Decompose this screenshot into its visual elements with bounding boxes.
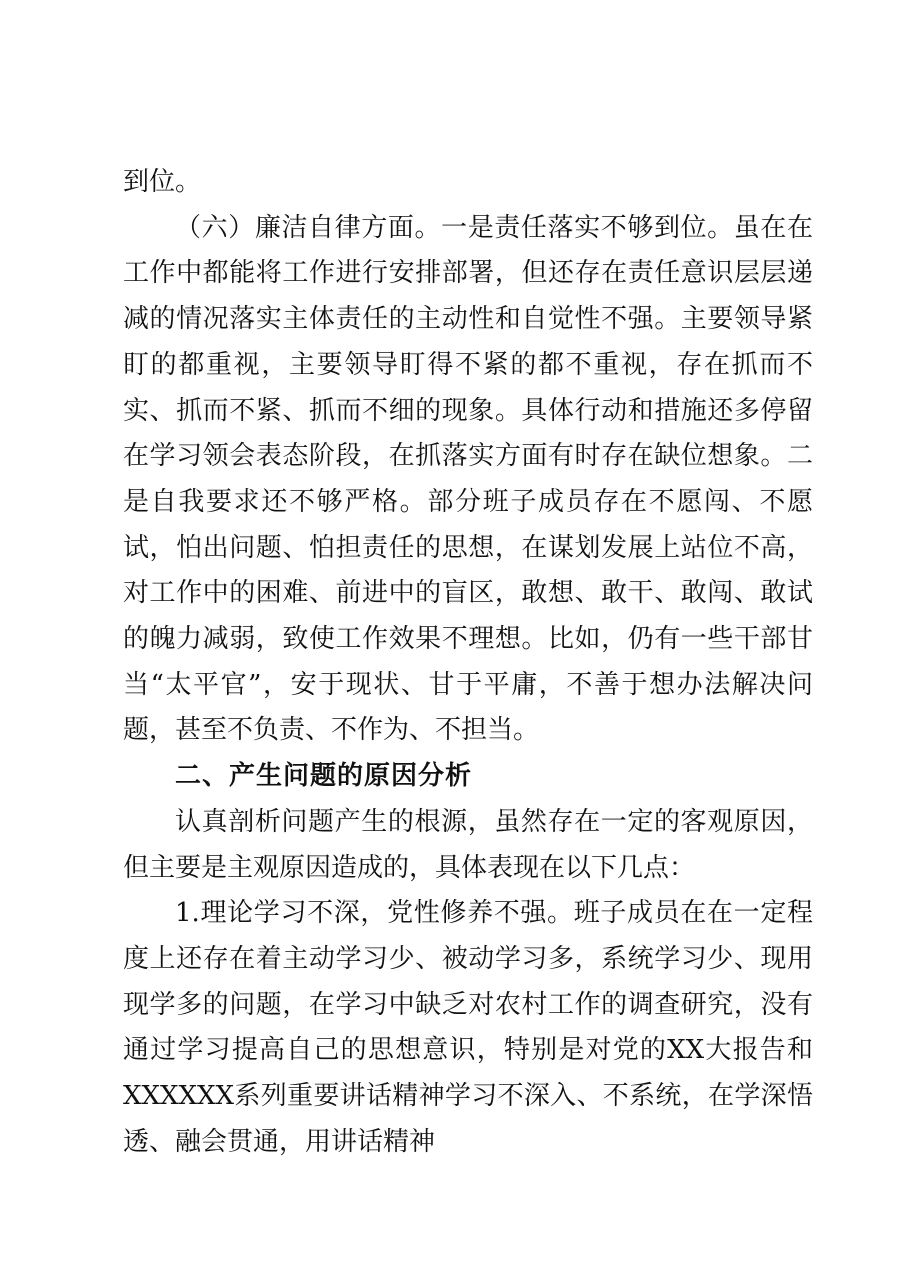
section-heading-cause-analysis: 二、产生问题的原因分析 [175, 761, 473, 792]
paragraph-intro: 认真剖析问题产生的根源，虽然存在一定的客观原因，但主要是主观原因造成的，具体表现在以下几点： [123, 806, 813, 883]
document-body [123, 160, 813, 1165]
paragraph-item-one: 1.理论学习不深，党性修养不强。班子成员在在一定程度上还存在着主动学习少、被动学习多，系统学习少、现用现学多的问题，在学习中缺乏对农村工作的调查研究，没有通过学习提高自己的思想意识，特别是对党的XX大报告和XXXXXX系列重要讲话精神学习不深入、不系统，在学深悟透、融会贯通，用讲话精神 [123, 898, 813, 1157]
paragraph-continuation: 到位。 [123, 167, 202, 197]
paragraph-section-six: （六）廉洁自律方面。一是责任落实不够到位。虽在在工作中都能将工作进行安排部署，但还存在责任意识层层递减的情况落实主体责任的主动性和自觉性不强。主要领导紧盯的都重视，主要领导盯得不紧的都不重视，存在抓而不实、抓而不紧、抓而不细的现象。具体行动和措施还多停留在学习领会表态阶段，在抓落实方面有时存在缺位想象。二是自我要求还不够严格。部分班子成员存在不愿闯、不愿试，怕出问题、怕担责任的思想，在谋划发展上站位不高，对工作中的困难、前进中的盲区，敢想、敢干、敢闯、敢试的魄力减弱，致使工作效果不理想。比如，仍有一些干部甘当“太平官”，安于现状、甘于平庸，不善于想办法解决问题，甚至不负责、不作为、不担当。 [123, 212, 813, 746]
